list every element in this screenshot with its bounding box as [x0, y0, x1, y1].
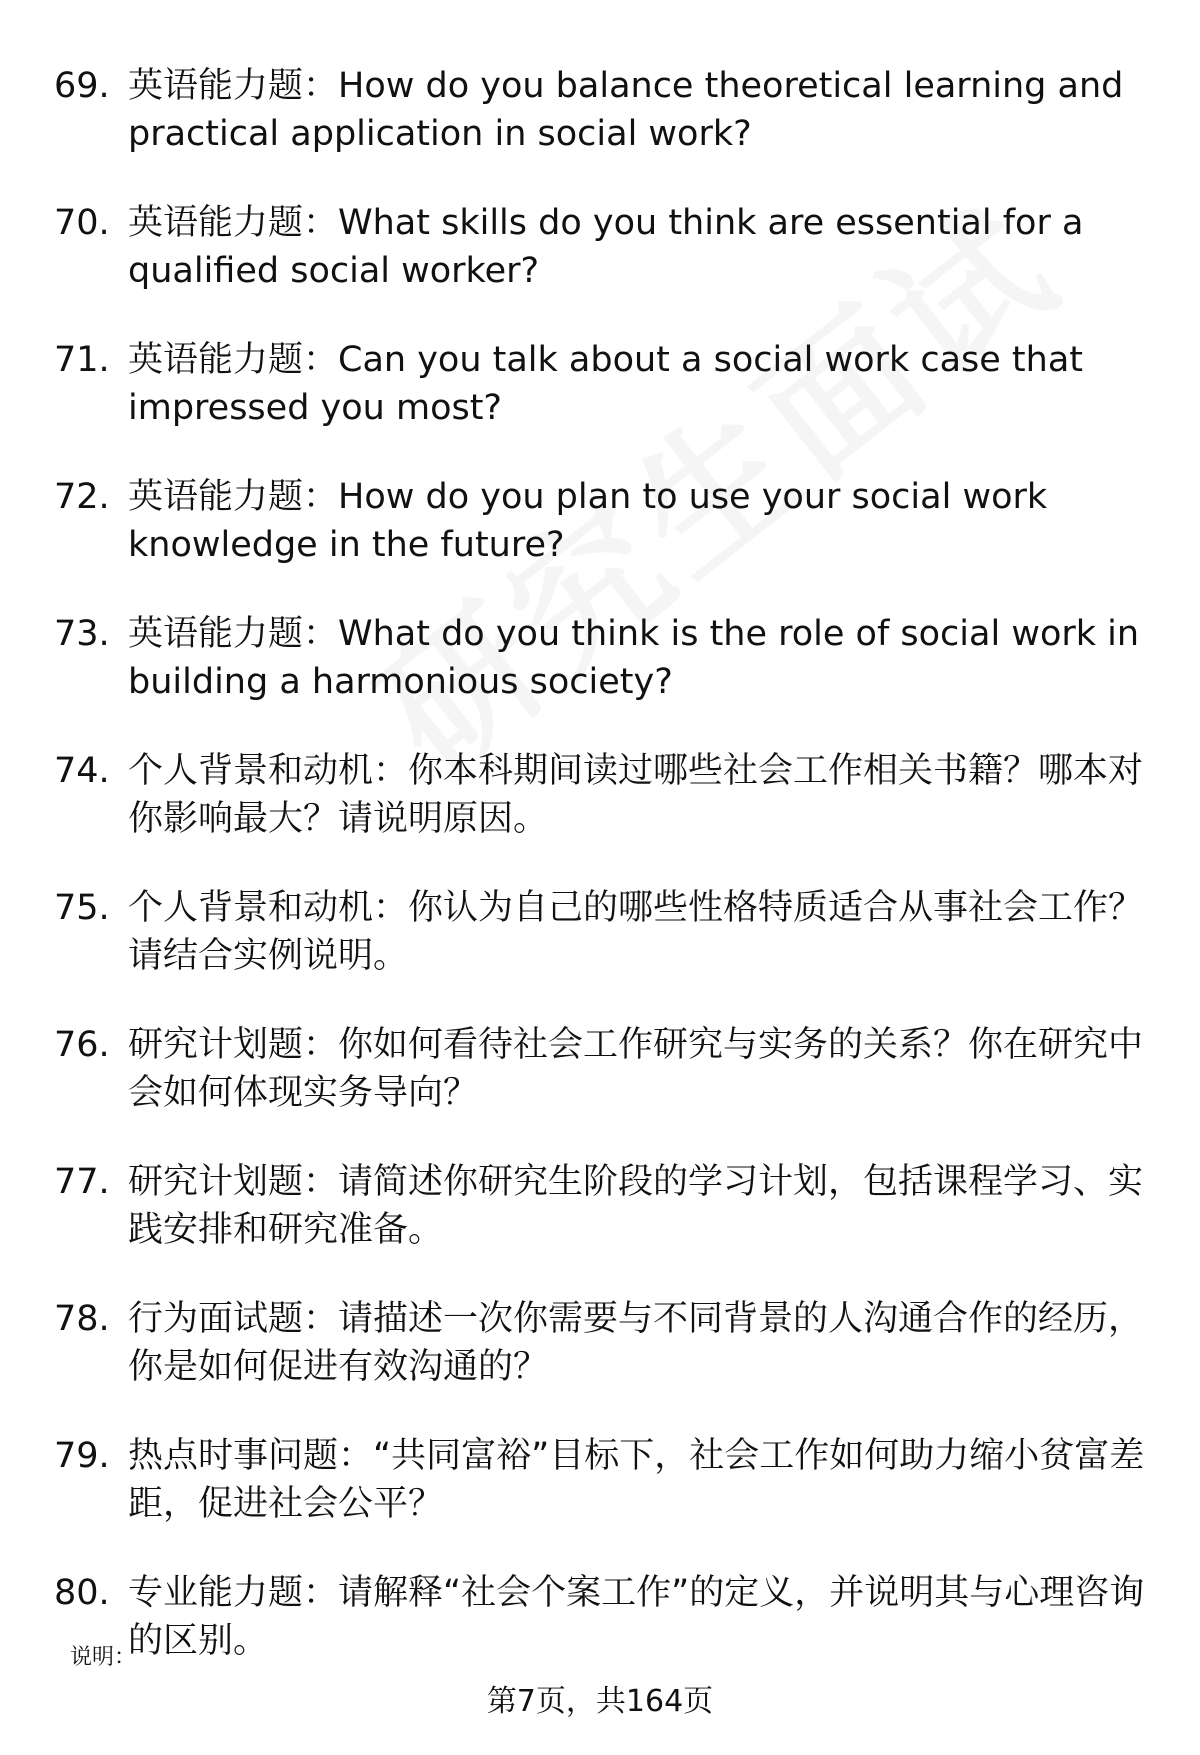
question-item [54, 1021, 1154, 1117]
question-item [54, 62, 1154, 158]
question-number: 71. [54, 340, 110, 380]
question-number: 80. [54, 1573, 110, 1613]
question-number: 75. [54, 888, 110, 928]
question-item [54, 1432, 1154, 1528]
question-number: 74. [54, 751, 110, 791]
question-number: 73. [54, 614, 110, 654]
page-footer: 第7页，共164页 [486, 1684, 714, 1719]
question-number: 78. [54, 1299, 110, 1339]
question-item [54, 1569, 1154, 1665]
question-item [54, 610, 1154, 706]
question-text: 研究计划题：请简述你研究生阶段的学习计划，包括课程学习、实践安排和研究准备。 [128, 1162, 1144, 1250]
question-text: 英语能力题：Can you talk about a social work case that impressed you most? [128, 340, 1083, 428]
question-text: 个人背景和动机：你本科期间读过哪些社会工作相关书籍？哪本对你影响最大？请说明原因。 [128, 751, 1144, 839]
question-text: 热点时事问题：“共同富裕”目标下，社会工作如何助力缩小贫富差距，促进社会公平？ [128, 1436, 1145, 1524]
question-text: 英语能力题：What do you think is the role of social work in building a harmonious society? [128, 614, 1140, 702]
question-item [54, 1295, 1154, 1391]
question-text: 专业能力题：请解释“社会个案工作”的定义，并说明其与心理咨询的区别。 [128, 1573, 1145, 1661]
question-text: 英语能力题：How do you plan to use your social work knowledge in the future? [128, 477, 1048, 565]
question-text: 研究计划题：你如何看待社会工作研究与实务的关系？你在研究中会如何体现实务导向？ [128, 1025, 1144, 1113]
question-number: 77. [54, 1162, 110, 1202]
question-item [54, 747, 1154, 843]
question-item [54, 1158, 1154, 1254]
question-text: 个人背景和动机：你认为自己的哪些性格特质适合从事社会工作？请结合实例说明。 [128, 888, 1144, 976]
question-text: 英语能力题：How do you balance theoretical learning and practical application in social work? [128, 66, 1124, 154]
question-text: 行为面试题：请描述一次你需要与不同背景的人沟通合作的经历，你是如何促进有效沟通的？ [128, 1299, 1144, 1387]
note-label: 说明： [70, 1645, 137, 1670]
question-number: 79. [54, 1436, 110, 1476]
question-item [54, 336, 1154, 432]
question-item [54, 199, 1154, 295]
question-number: 70. [54, 203, 110, 243]
question-list [54, 62, 1154, 1706]
question-number: 69. [54, 66, 110, 106]
question-item [54, 884, 1154, 980]
question-text: 英语能力题：What skills do you think are essential for a qualified social worker? [128, 203, 1084, 291]
question-item [54, 473, 1154, 569]
question-number: 76. [54, 1025, 110, 1065]
question-number: 72. [54, 477, 110, 517]
